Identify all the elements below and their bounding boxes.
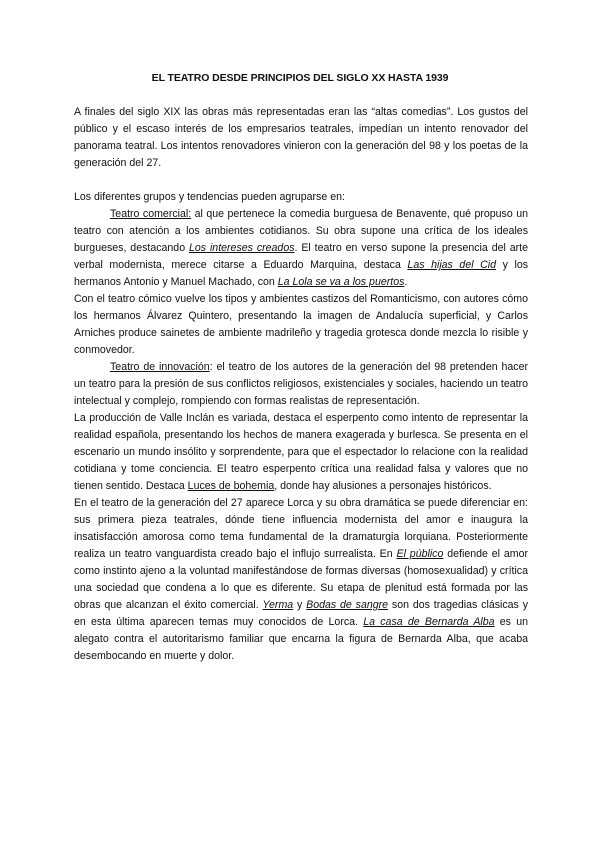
work-title-las-hijas-del-cid: Las hijas del Cid — [407, 259, 497, 271]
work-title-el-publico: El público — [396, 548, 444, 560]
text-span: son dos tragedias clásicas y en esta última aparecen temas muy conocidos de Lorca. — [74, 599, 528, 628]
text-span: y los hermanos Antonio y Manuel Machado, con — [74, 259, 529, 288]
text-span: . — [404, 276, 408, 288]
paragraph-teatro-comico: Con el teatro cómico vuelve los tipos y ambientes castizos del Romanticismo, con autores cómo los hermanos Álvarez Quintero, presentando la imagen de Andalucía superficial, y Carlos Arniches produce sainetes de ambiente madrileño y tragedia grotesca donde mezcla lo risible y conmovedor. — [74, 293, 528, 356]
paragraph-gap — [74, 172, 528, 189]
paragraph-lorca — [74, 495, 528, 665]
work-title-la-casa-de-bernarda-alba: La casa de Bernarda Alba — [363, 616, 495, 628]
text-span: al que pertenece la comedia burguesa de Benavente, qué propuso un teatro con atención a los ambientes cotidianos. Su obra supone una crítica de los ideales burgueses, destacando — [74, 208, 528, 254]
text-span: : el teatro de los autores de la generación del 98 pretenden hacer un teatro para la presión de sus conflictos religiosos, existenciales y sociales, haciendo un teatro intelectual y complejo, rompiendo con formas realistas de representación. — [74, 361, 529, 407]
work-title-los-intereses-creados: Los intereses creados — [188, 242, 295, 254]
paragraph-groups-intro: Los diferentes grupos y tendencias pueden agruparse en: — [74, 191, 345, 203]
text-span: En el teatro de la generación del 27 aparece Lorca y su obra dramática se puede diferenciar en: sus primera pieza teatrales, dónde tiene influencia modernista del amor e inaugura la insatisfacción amorosa como tema fundamental de la dramaturgia lorquiana. Posteriormente realiza un teatro vanguardista creado bajo el influjo surrealista. En — [74, 497, 528, 560]
paragraph-teatro-comercial — [74, 206, 528, 291]
section-heading-teatro-comercial: Teatro comercial: — [110, 208, 192, 220]
document-title: EL TEATRO DESDE PRINCIPIOS DEL SIGLO XX HASTA 1939 — [151, 72, 449, 84]
section-heading-teatro-innovacion: Teatro de innovación — [110, 361, 210, 373]
work-title-la-lola: La Lola se va a los puertos — [277, 276, 405, 288]
paragraph-teatro-innovacion — [74, 359, 528, 410]
paragraph-intro: A finales del siglo XIX las obras más representadas eran las “altas comedias”. Los gustos del público y el escaso interés de los empresarios teatrales, impedían un intento renovador del panorama teatral. Los intentos renovadores vinieron con la generación del 98 y los poetas de la generación del 27. — [74, 106, 528, 169]
text-span: defiende el amor como instinto ajeno a la voluntad manifestándose de formas diversas (homosexualidad) y crítica una sociedad que condena a lo que es diferente. Su etapa de plenitud está formada por las obras que alcanzan el éxito comercial. — [74, 548, 528, 611]
text-span: , donde hay alusiones a personajes históricos. — [274, 480, 492, 492]
text-span: es un alegato contra el autoritarismo familiar que encarna la figura de Bernarda Alba, que acaba desembocando en muerte y dolor. — [74, 616, 529, 662]
work-title-luces-de-bohemia: Luces de bohemia — [187, 480, 275, 492]
text-span: y — [293, 599, 307, 611]
document-body — [74, 104, 528, 665]
work-title-bodas-de-sangre: Bodas de sangre — [306, 599, 389, 611]
text-span: La producción de Valle Inclán es variada, destaca el esperpento como intento de representar la realidad española, presentando los hechos de manera exagerada y burlesca. Se presenta en el escenario un mundo insólito y sorprendente, para que el espectador lo relacione con la realidad cotidiana y tome conciencia. El teatro esperpento crítica una realidad falsa y valores que no tienen sentido. Destaca — [74, 412, 528, 492]
work-title-yerma: Yerma — [262, 599, 294, 611]
paragraph-valle-inclan — [74, 410, 528, 495]
text-span: . El teatro en verso supone la presencia del arte verbal modernista, merece citarse a Eduardo Marquina, destaca — [74, 242, 528, 271]
